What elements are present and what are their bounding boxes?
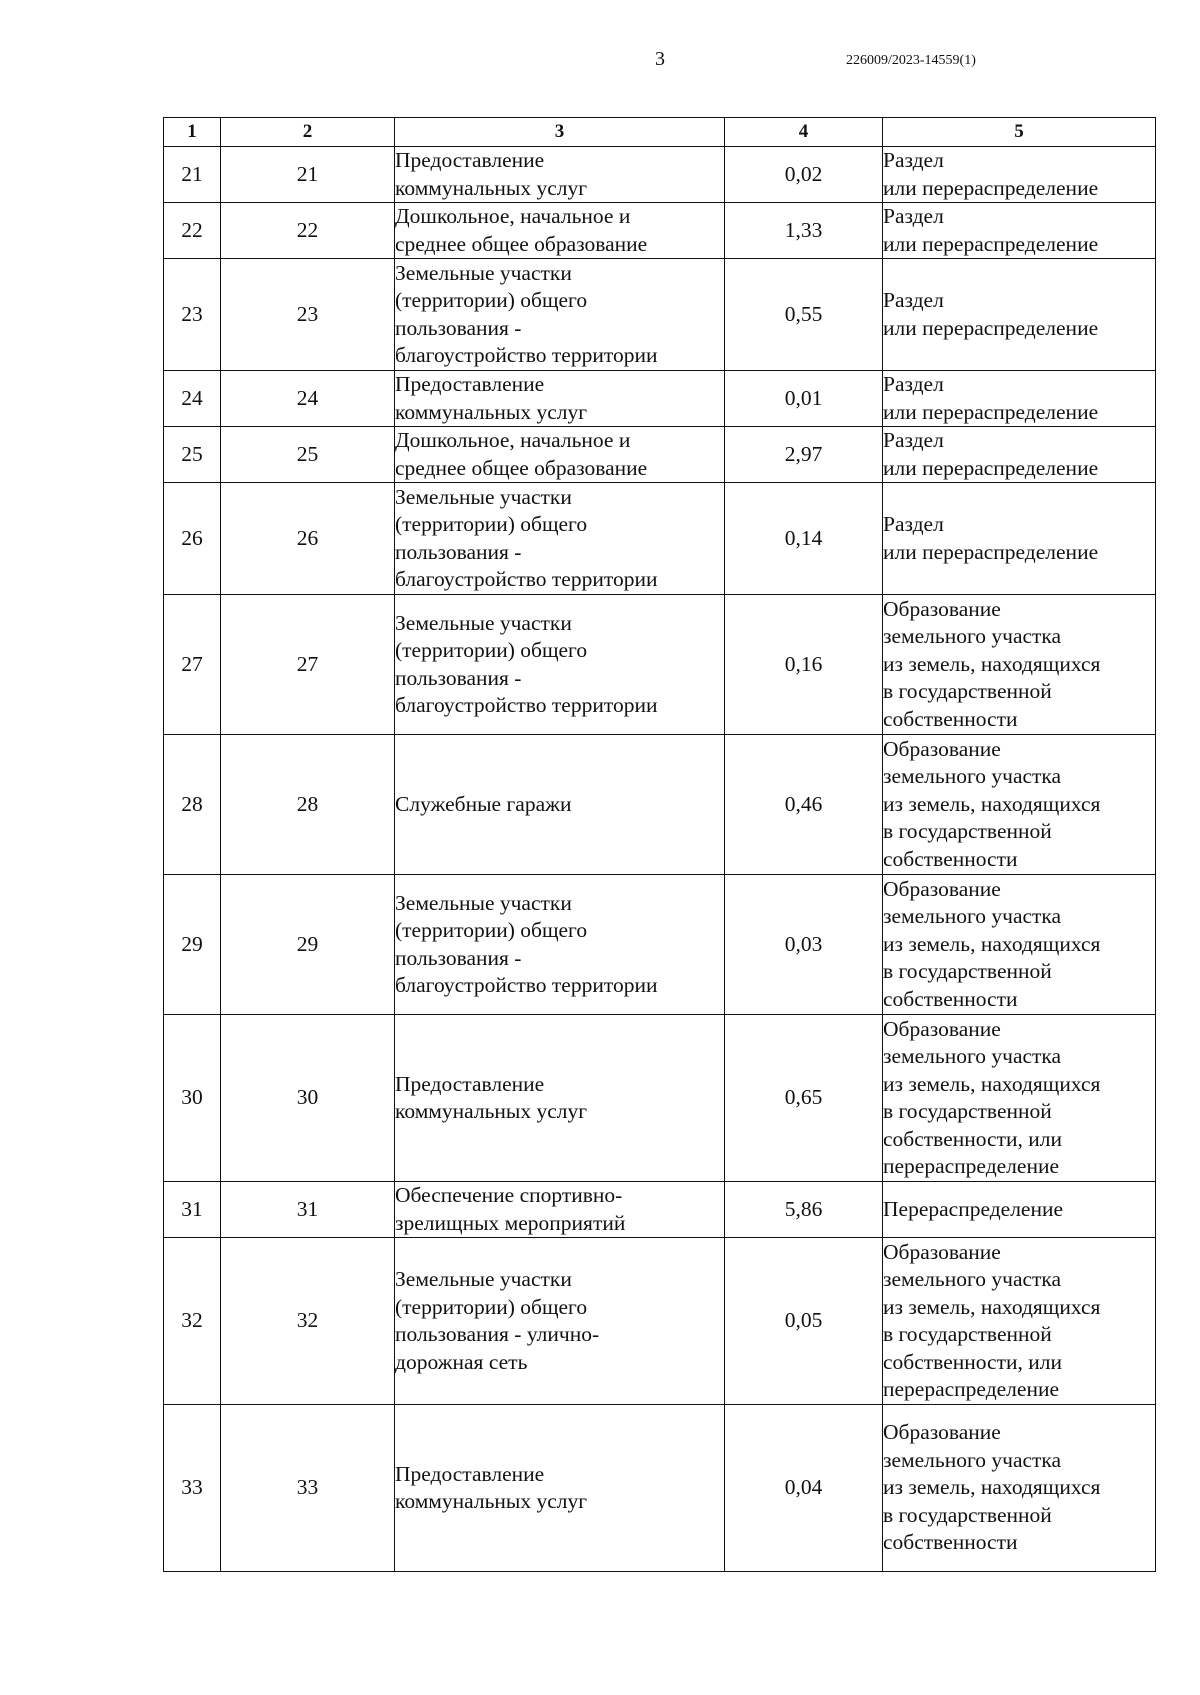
plot-area: 5,86 [725,1182,883,1238]
plot-area: 0,65 [725,1015,883,1182]
plot-area: 0,05 [725,1238,883,1405]
row-number: 22 [164,203,221,259]
land-plots-table [163,117,1156,1572]
page-number: 3 [655,48,665,70]
table-header-row [164,118,1156,147]
column-header-3: 3 [395,118,725,147]
table-row [164,1405,1156,1572]
formation-method: Раздел или перераспределение [883,147,1156,203]
table-row [164,483,1156,595]
plot-number: 28 [221,735,395,875]
formation-method: Образование земельного участка из земель, находящихся в государственной собственности, или перераспределение [883,1238,1156,1405]
plot-area: 0,04 [725,1405,883,1572]
plot-area: 0,01 [725,371,883,427]
row-number: 31 [164,1182,221,1238]
document-id: 226009/2023-14559(1) [846,53,976,68]
row-number: 23 [164,259,221,371]
plot-number: 25 [221,427,395,483]
permitted-use: Предоставление коммунальных услуг [395,1015,725,1182]
table-row [164,147,1156,203]
permitted-use: Земельные участки (территории) общего пользования - улично- дорожная сеть [395,1238,725,1405]
permitted-use: Предоставление коммунальных услуг [395,1405,725,1572]
table-row [164,875,1156,1015]
table-row [164,259,1156,371]
row-number: 32 [164,1238,221,1405]
plot-number: 26 [221,483,395,595]
formation-method: Раздел или перераспределение [883,203,1156,259]
plot-number: 24 [221,371,395,427]
table-row [164,203,1156,259]
permitted-use: Дошкольное, начальное и среднее общее образование [395,203,725,259]
column-header-5: 5 [883,118,1156,147]
row-number: 27 [164,595,221,735]
formation-method: Образование земельного участка из земель, находящихся в государственной собственности [883,735,1156,875]
plot-number: 33 [221,1405,395,1572]
formation-method: Образование земельного участка из земель, находящихся в государственной собственности [883,595,1156,735]
row-number: 24 [164,371,221,427]
table-row [164,1182,1156,1238]
permitted-use: Земельные участки (территории) общего пользования - благоустройство территории [395,259,725,371]
plot-area: 0,14 [725,483,883,595]
plot-number: 23 [221,259,395,371]
table-row [164,735,1156,875]
row-number: 28 [164,735,221,875]
plot-area: 1,33 [725,203,883,259]
plot-area: 0,55 [725,259,883,371]
plot-number: 27 [221,595,395,735]
plot-number: 31 [221,1182,395,1238]
formation-method: Раздел или перераспределение [883,427,1156,483]
plot-area: 0,02 [725,147,883,203]
permitted-use: Предоставление коммунальных услуг [395,147,725,203]
plot-area: 0,46 [725,735,883,875]
permitted-use: Служебные гаражи [395,735,725,875]
row-number: 21 [164,147,221,203]
formation-method: Перераспределение [883,1182,1156,1238]
permitted-use: Предоставление коммунальных услуг [395,371,725,427]
row-number: 30 [164,1015,221,1182]
table-row [164,595,1156,735]
plot-number: 32 [221,1238,395,1405]
column-header-1: 1 [164,118,221,147]
row-number: 26 [164,483,221,595]
plot-number: 21 [221,147,395,203]
row-number: 25 [164,427,221,483]
permitted-use: Дошкольное, начальное и среднее общее образование [395,427,725,483]
formation-method: Образование земельного участка из земель, находящихся в государственной собственности [883,1405,1156,1572]
formation-method: Раздел или перераспределение [883,259,1156,371]
formation-method: Образование земельного участка из земель, находящихся в государственной собственности [883,875,1156,1015]
plot-number: 30 [221,1015,395,1182]
formation-method: Раздел или перераспределение [883,483,1156,595]
permitted-use: Обеспечение спортивно- зрелищных мероприятий [395,1182,725,1238]
row-number: 29 [164,875,221,1015]
table-row [164,1238,1156,1405]
plot-number: 22 [221,203,395,259]
permitted-use: Земельные участки (территории) общего пользования - благоустройство территории [395,595,725,735]
table-row [164,427,1156,483]
permitted-use: Земельные участки (территории) общего пользования - благоустройство территории [395,875,725,1015]
column-header-4: 4 [725,118,883,147]
plot-area: 0,03 [725,875,883,1015]
table-row [164,1015,1156,1182]
formation-method: Раздел или перераспределение [883,371,1156,427]
column-header-2: 2 [221,118,395,147]
permitted-use: Земельные участки (территории) общего пользования - благоустройство территории [395,483,725,595]
table-row [164,371,1156,427]
plot-number: 29 [221,875,395,1015]
formation-method: Образование земельного участка из земель, находящихся в государственной собственности, или перераспределение [883,1015,1156,1182]
row-number: 33 [164,1405,221,1572]
plot-area: 2,97 [725,427,883,483]
plot-area: 0,16 [725,595,883,735]
